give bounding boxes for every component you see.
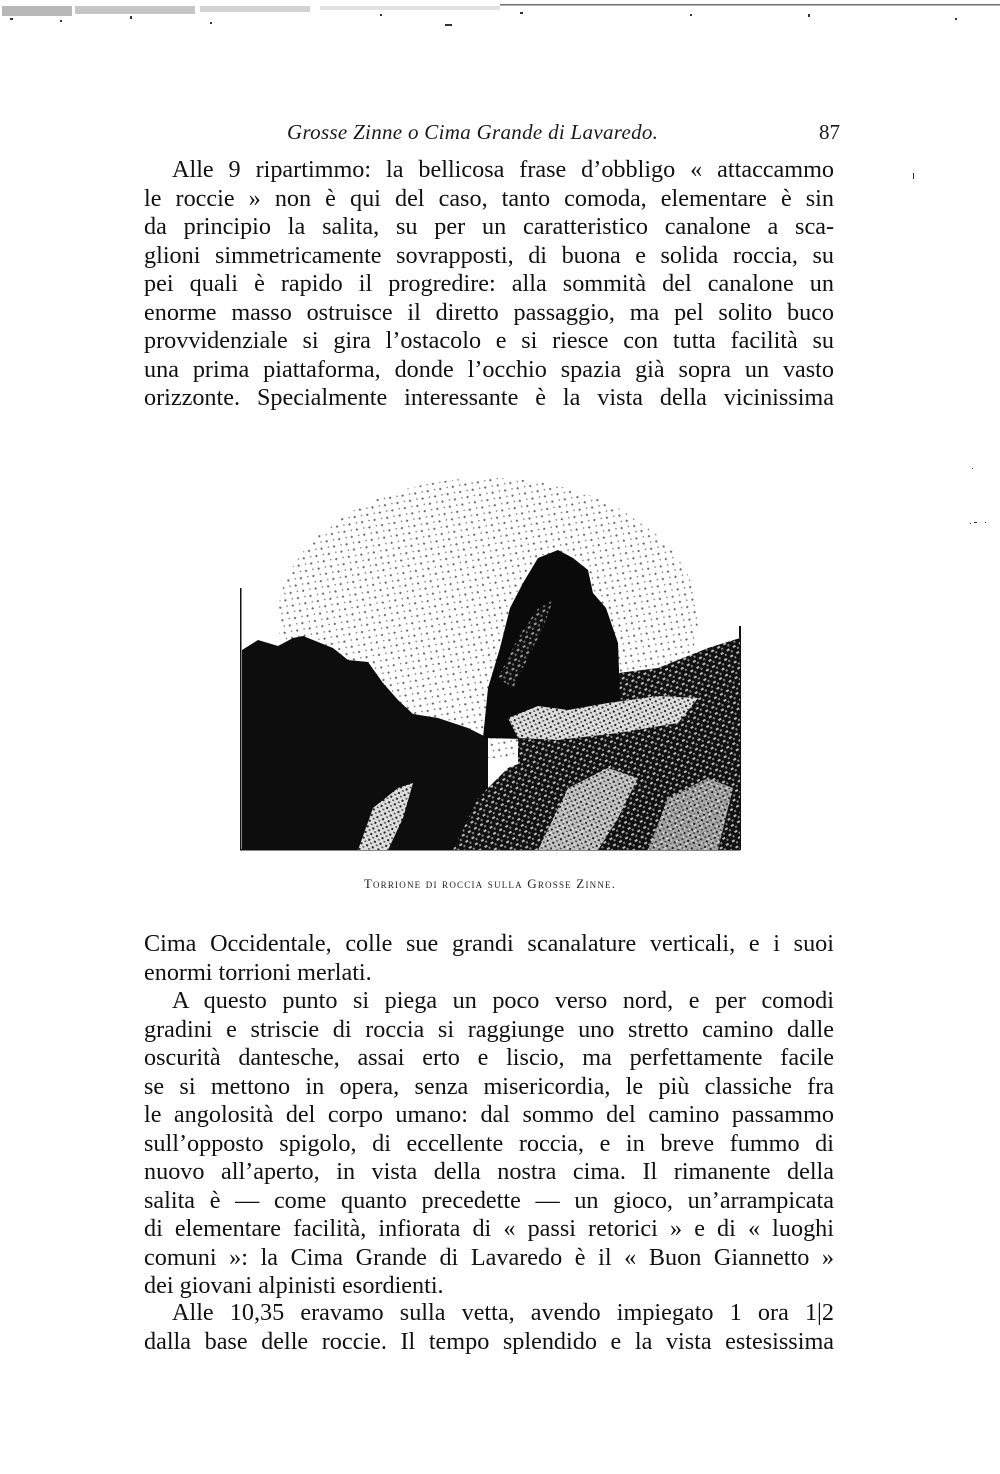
text-line: A questo punto si piega un poco verso nord, e per comodi — [172, 987, 834, 1014]
text-line: enormi torrioni merlati. — [144, 958, 372, 986]
text-line: comuni »: la Cima Grande di Lavaredo è il « Buon Giannetto » — [144, 1243, 834, 1271]
paragraph-ascent-start — [144, 156, 834, 413]
text-line: provvidenziale si gira l’ostacolo e si riesce con tutta facilità su — [144, 327, 834, 354]
paragraph-chimney-ascent — [144, 930, 834, 1301]
text-line: se si mettono in opera, senza misericordia, le più classiche fra — [144, 1072, 834, 1100]
text-line: le angolosità del corpo umano: dal sommo del camino passammo — [144, 1101, 834, 1128]
text-line: Cima Occidentale, colle sue grandi scanalature verticali, e i suoi — [144, 930, 834, 957]
text-line: Alle 10,35 eravamo sulla vetta, avendo impiegato 1 ora 1|2 — [172, 1299, 834, 1326]
text-line: sull’opposto spigolo, di eccellente roccia, e in breve fummo di — [144, 1129, 834, 1157]
paragraph-summit — [144, 1299, 834, 1356]
text-line: da principio la salita, su per un caratteristico canalone a sca- — [144, 213, 834, 240]
text-line: una prima piattaforma, donde l’occhio spazia già sopra un vasto — [144, 355, 834, 383]
text-line: salita è — come quanto precedette — un gioco, un’arrampicata — [144, 1186, 834, 1214]
figure-rock-tower — [238, 478, 744, 856]
running-title: Grosse Zinne o Cima Grande di Lavaredo. — [287, 120, 659, 144]
scan-mark — [970, 523, 971, 524]
rock-tower-illustration — [238, 478, 744, 856]
text-line: gradini e striscie di roccia si raggiunge uno stretto camino dalle — [144, 1015, 834, 1043]
text-line: le roccie » non è qui del caso, tanto comoda, elementare è sin — [144, 184, 834, 212]
text-line: enorme masso ostruisce il diretto passaggio, ma pel solito buco — [144, 298, 834, 326]
text-line: orizzonte. Specialmente interessante è la vista della vicinissima — [144, 384, 834, 411]
scan-mark — [974, 522, 977, 523]
text-line: dei giovani alpinisti esordienti. — [144, 1272, 444, 1299]
text-line: oscurità dantesche, assai erto e liscio, ma perfettamente facile — [144, 1044, 834, 1071]
scan-noise-top-edge — [0, 0, 1000, 32]
page-number: 87 — [819, 120, 840, 144]
text-line: di elementare facilità, infiorata di « passi retorici » e di « luoghi — [144, 1215, 834, 1242]
scan-mark — [985, 522, 986, 523]
figure-caption: Torrione di roccia sulla Grosse Zinne. — [363, 876, 617, 891]
text-line: dalla base delle roccie. Il tempo splendido e la vista estesissima — [144, 1327, 834, 1355]
text-line: pei quali è rapido il progredire: alla sommità del canalone un — [144, 270, 834, 297]
text-line: nuovo all’aperto, in vista della nostra cima. Il rimanente della — [144, 1158, 834, 1185]
text-line: glioni simmetricamente sovrapposti, di buona e solida roccia, su — [144, 241, 834, 269]
scan-mark — [972, 468, 973, 469]
running-head — [255, 118, 840, 148]
text-line: Alle 9 ripartimmo: la bellicosa frase d’obbligo « attaccammo — [172, 156, 834, 183]
scan-mark — [913, 173, 914, 179]
